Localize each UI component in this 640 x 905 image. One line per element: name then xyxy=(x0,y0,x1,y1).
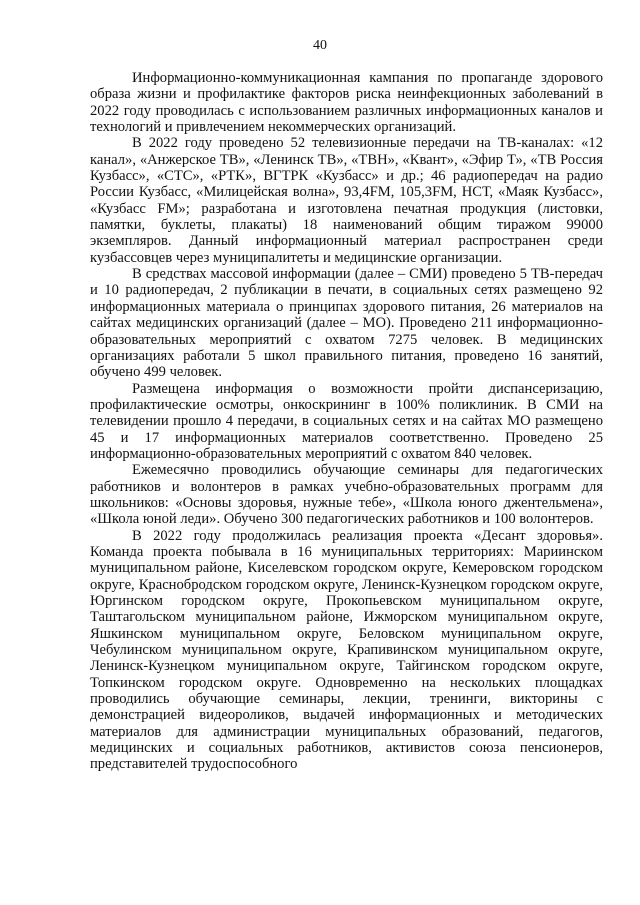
paragraph-1: Информационно-коммуникационная кампания по пропаганде здорового образа жизни и профилактике факторов риска неинфекционных заболеваний в 2022 году проводилась с использованием различных информационных каналов и технологий и привлечением некоммерческих организаций. xyxy=(90,70,603,136)
paragraph-3: В средствах массовой информации (далее – СМИ) проведено 5 ТВ-передач и 10 радиопередач, 2 публикации в печати, в социальных сетях размещено 92 информационных материала о принципах здорового питания, 26 материалов на сайтах медицинских организаций (далее – МО). Проведено 211 информационно-образовательных мероприятий с охватом 7275 человек. В медицинских организациях работали 5 школ правильного питания, проведено 16 занятий, обучено 499 человек. xyxy=(90,266,603,381)
page-number: 40 xyxy=(313,38,327,53)
paragraph-6: В 2022 году продолжилась реализация проекта «Десант здоровья». Команда проекта побывала в 16 муниципальных территориях: Мариинском муниципальном районе, Киселевском городском округе, Кемеровском городском округе, Краснобродском городском округе, Ленинск-Кузнецком городском округе, Юргинском городском округе, Прокопьевском муниципальном округе, Таштагольском муниципальном районе, Ижморском муниципальном округе, Яшкинском муниципальном округе, Беловском муниципальном округе, Чебулинском муниципальном округе, Крапивинском муниципальном округе, Ленинск-Кузнецком муниципальном округе, Тайгинском городском округе, Топкинском городском округе. Одновременно на нескольких площадках проводились обучающие семинары, лекции, тренинги, викторины с демонстрацией видеороликов, выдачей информационных и методических материалов для администрации муниципальных образований, педагогов, медицинских и социальных работников, активистов союза пенсионеров, представителей трудоспособного xyxy=(90,527,603,773)
paragraph-2: В 2022 году проведено 52 телевизионные передачи на ТВ-каналах: «12 канал», «Анжерское ТВ», «Ленинск ТВ», «ТВН», «Квант», «Эфир Т», «ТВ Россия Кузбасс», «СТС», «РТК», ВГТРК «Кузбасс» и др.; 46 радиопередач на радио России Кузбасс, «Милицейская волна», 93,4FM, 105,3FM, НСТ, «Маяк Кузбасс», «Кузбасс FM»; разработана и изготовлена печатная продукция (листовки, памятки, буклеты, плакаты) 18 наименований общим тиражом 99000 экземпляров. Данный информационный материал распространен среди кузбассовцев через муниципалитеты и медицинские организации. xyxy=(90,135,603,266)
paragraph-4: Размещена информация о возможности пройти диспансеризацию, профилактические осмотры, онкоскрининг в 100% поликлиник. В СМИ на телевидении прошло 4 передачи, в социальных сетях и на сайтах МО размещено 45 и 17 информационных материалов соответственно. Проведено 25 информационно-образовательных мероприятий с охватом 840 человек. xyxy=(90,380,603,462)
body-text xyxy=(90,70,603,773)
paragraph-5: Ежемесячно проводились обучающие семинары для педагогических работников и волонтеров в рамках учебно-образовательных программ для школьников: «Основы здоровья, нужные тебе», «Школа юного джентельмена», «Школа юной леди». Обучено 300 педагогических работников и 100 волонтеров. xyxy=(90,462,603,528)
